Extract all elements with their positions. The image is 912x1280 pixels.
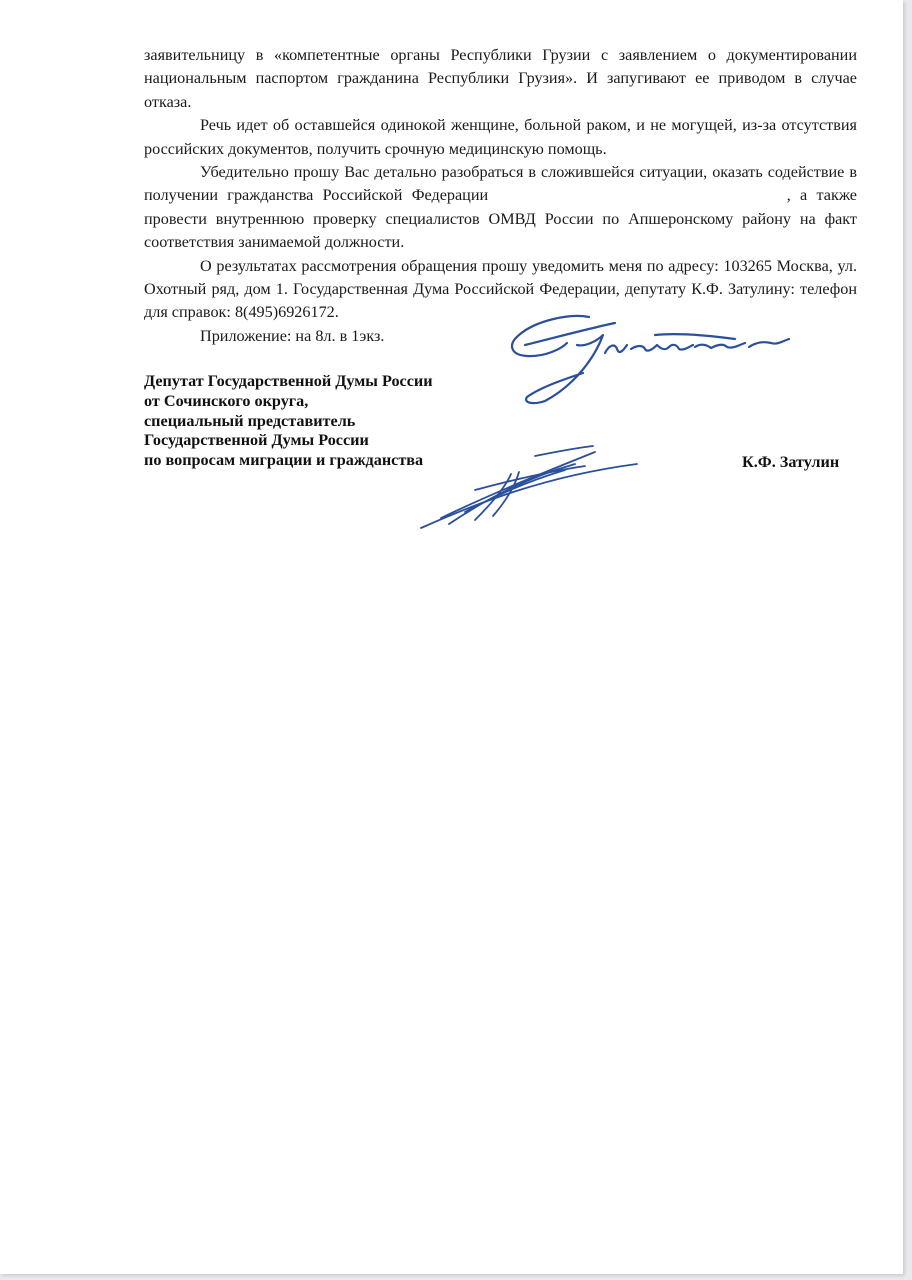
redacted-name bbox=[497, 186, 675, 200]
handwritten-strokes bbox=[415, 440, 645, 535]
letter-paragraph-3-end: , а также провести внутреннюю проверку специалистов ОМВД России по Апшеронскому району на факт соответствия занимаемой должности. bbox=[144, 186, 857, 252]
signer-title bbox=[144, 372, 433, 471]
signer-title-line: от Сочинского округа, bbox=[144, 391, 309, 410]
signer-title-line: Государственной Думы России bbox=[144, 431, 369, 450]
letter-body bbox=[144, 44, 857, 325]
signer-name: К.Ф. Затулин bbox=[742, 453, 840, 471]
signer-title-line: по вопросам миграции и гражданства bbox=[144, 451, 424, 470]
signer-title-line: специальный представитель bbox=[144, 411, 356, 430]
redacted-name-continued bbox=[685, 186, 787, 200]
signer-title-line: Депутат Государственной Думы России bbox=[144, 372, 433, 390]
letter-paragraph-3-start: Убедительно прошу Вас детально разобраться в сложившейся ситуации, оказать содействие в получении гражданства Российской Федерации bbox=[144, 163, 857, 205]
letter-paragraph-3 bbox=[144, 161, 857, 255]
attachment-note: Приложение: на 8л. в 1экз. bbox=[200, 327, 385, 345]
letter-paragraph-2: Речь идет об оставшейся одинокой женщине, больной раком, и не могущей, из-за отсутствия российских документов, получить срочную медицинскую помощь. bbox=[144, 116, 857, 158]
letter-paragraph-4: О результатах рассмотрения обращения прошу уведомить меня по адресу: 103265 Москва, ул. Охотный ряд, дом 1. Государственная Дума Российской Федерации, депутату К.Ф. Затулину: телефон для справок: 8(495)6926172. bbox=[144, 256, 857, 322]
letter-paragraph-1: заявительницу в «компетентные органы Республики Грузии с заявлением о документировании национальным паспортом гражданина Республики Грузия». И запугивают ее приводом в случае отказа. bbox=[144, 46, 857, 111]
